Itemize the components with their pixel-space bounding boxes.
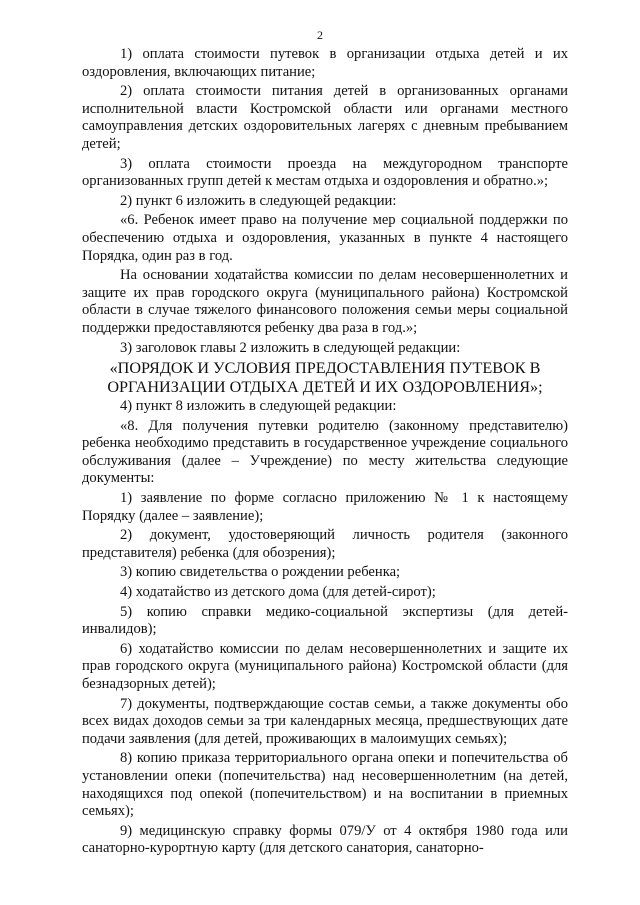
document-item-2: 2) документ, удостоверяющий личность родителя (законного представителя) ребенка (для обозрения); [82,527,568,561]
document-body [82,46,568,860]
paragraph-commission-basis: На основании ходатайства комиссии по делам несовершеннолетних и защите их прав городского округа (муниципального района) Костромской области в случае тяжелого финансового положения семьи меры социальной поддержки предоставляются ребенку два раза в год.»; [82,267,568,336]
document-item-5: 5) копию справки медико-социальной экспертизы (для детей-инвалидов); [82,603,568,638]
paragraph-item-3: 3) оплата стоимости проезда на междугородном транспорте организованных групп детей к местам отдыха и оздоровления и обратно.»; [82,155,568,190]
document-item-9: 9) медицинскую справку формы 079/У от 4 октября 1980 года или санаторно-курортную карту (для детского санатория, санаторно- [82,822,568,857]
paragraph-amend-4: 4) пункт 8 изложить в следующей редакции: [120,398,397,415]
paragraph-item-2: 2) оплата стоимости питания детей в организованных органами исполнительной власти Костромской области или органами местного самоуправления детских оздоровительных лагерях с дневным пребыванием детей; [82,83,568,152]
paragraph-amend-3: 3) заголовок главы 2 изложить в следующей редакции: [120,339,461,356]
document-item-3: 3) копию свидетельства о рождении ребенка; [120,564,401,581]
document-item-8: 8) копию приказа территориального органа опеки и попечительства об установлении опеки (попечительства) над несовершеннолетним (на детей, находящихся под опекой (попечительством) и на воспитании в приемных семьях); [82,750,568,820]
paragraph-item-1: 1) оплата стоимости путевок в организации отдыха детей и их оздоровления, включающих питание; [82,46,568,80]
document-item-6: 6) ходатайство комиссии по делам несовершеннолетних и защите их прав городского округа (муниципального района) Костромской области (для безнадзорных детей); [82,640,568,692]
document-item-4: 4) ходатайство из детского дома (для детей-сирот); [120,584,436,601]
chapter-heading: «ПОРЯДОК И УСЛОВИЯ ПРЕДОСТАВЛЕНИЯ ПУТЕВОК В ОРГАНИЗАЦИИ ОТДЫХА ДЕТЕЙ И ИХ ОЗДОРОВЛЕНИЯ»; [107,359,543,396]
paragraph-amend-2: 2) пункт 6 изложить в следующей редакции: [120,192,397,209]
document-item-1: 1) заявление по форме согласно приложению № 1 к настоящему Порядку (далее – заявление); [82,490,568,524]
paragraph-point-6: «6. Ребенок имеет право на получение мер социальной поддержки по обеспечению отдыха и оздоровления, указанных в пункте 4 настоящего Порядка, один раз в год. [82,212,568,264]
paragraph-point-8: «8. Для получения путевки родителю (законному представителю) ребенка необходимо представить в государственное учреждение социального обслуживания (далее – Учреждение) по месту жительства следующие документы: [82,417,568,487]
document-item-7: 7) документы, подтверждающие состав семьи, а также документы обо всех видах доходов семьи за три календарных месяца, предшествующих дате подачи заявления (для детей, проживающих в малоимущих семьях); [82,695,568,747]
page-number: 2 [317,28,323,42]
